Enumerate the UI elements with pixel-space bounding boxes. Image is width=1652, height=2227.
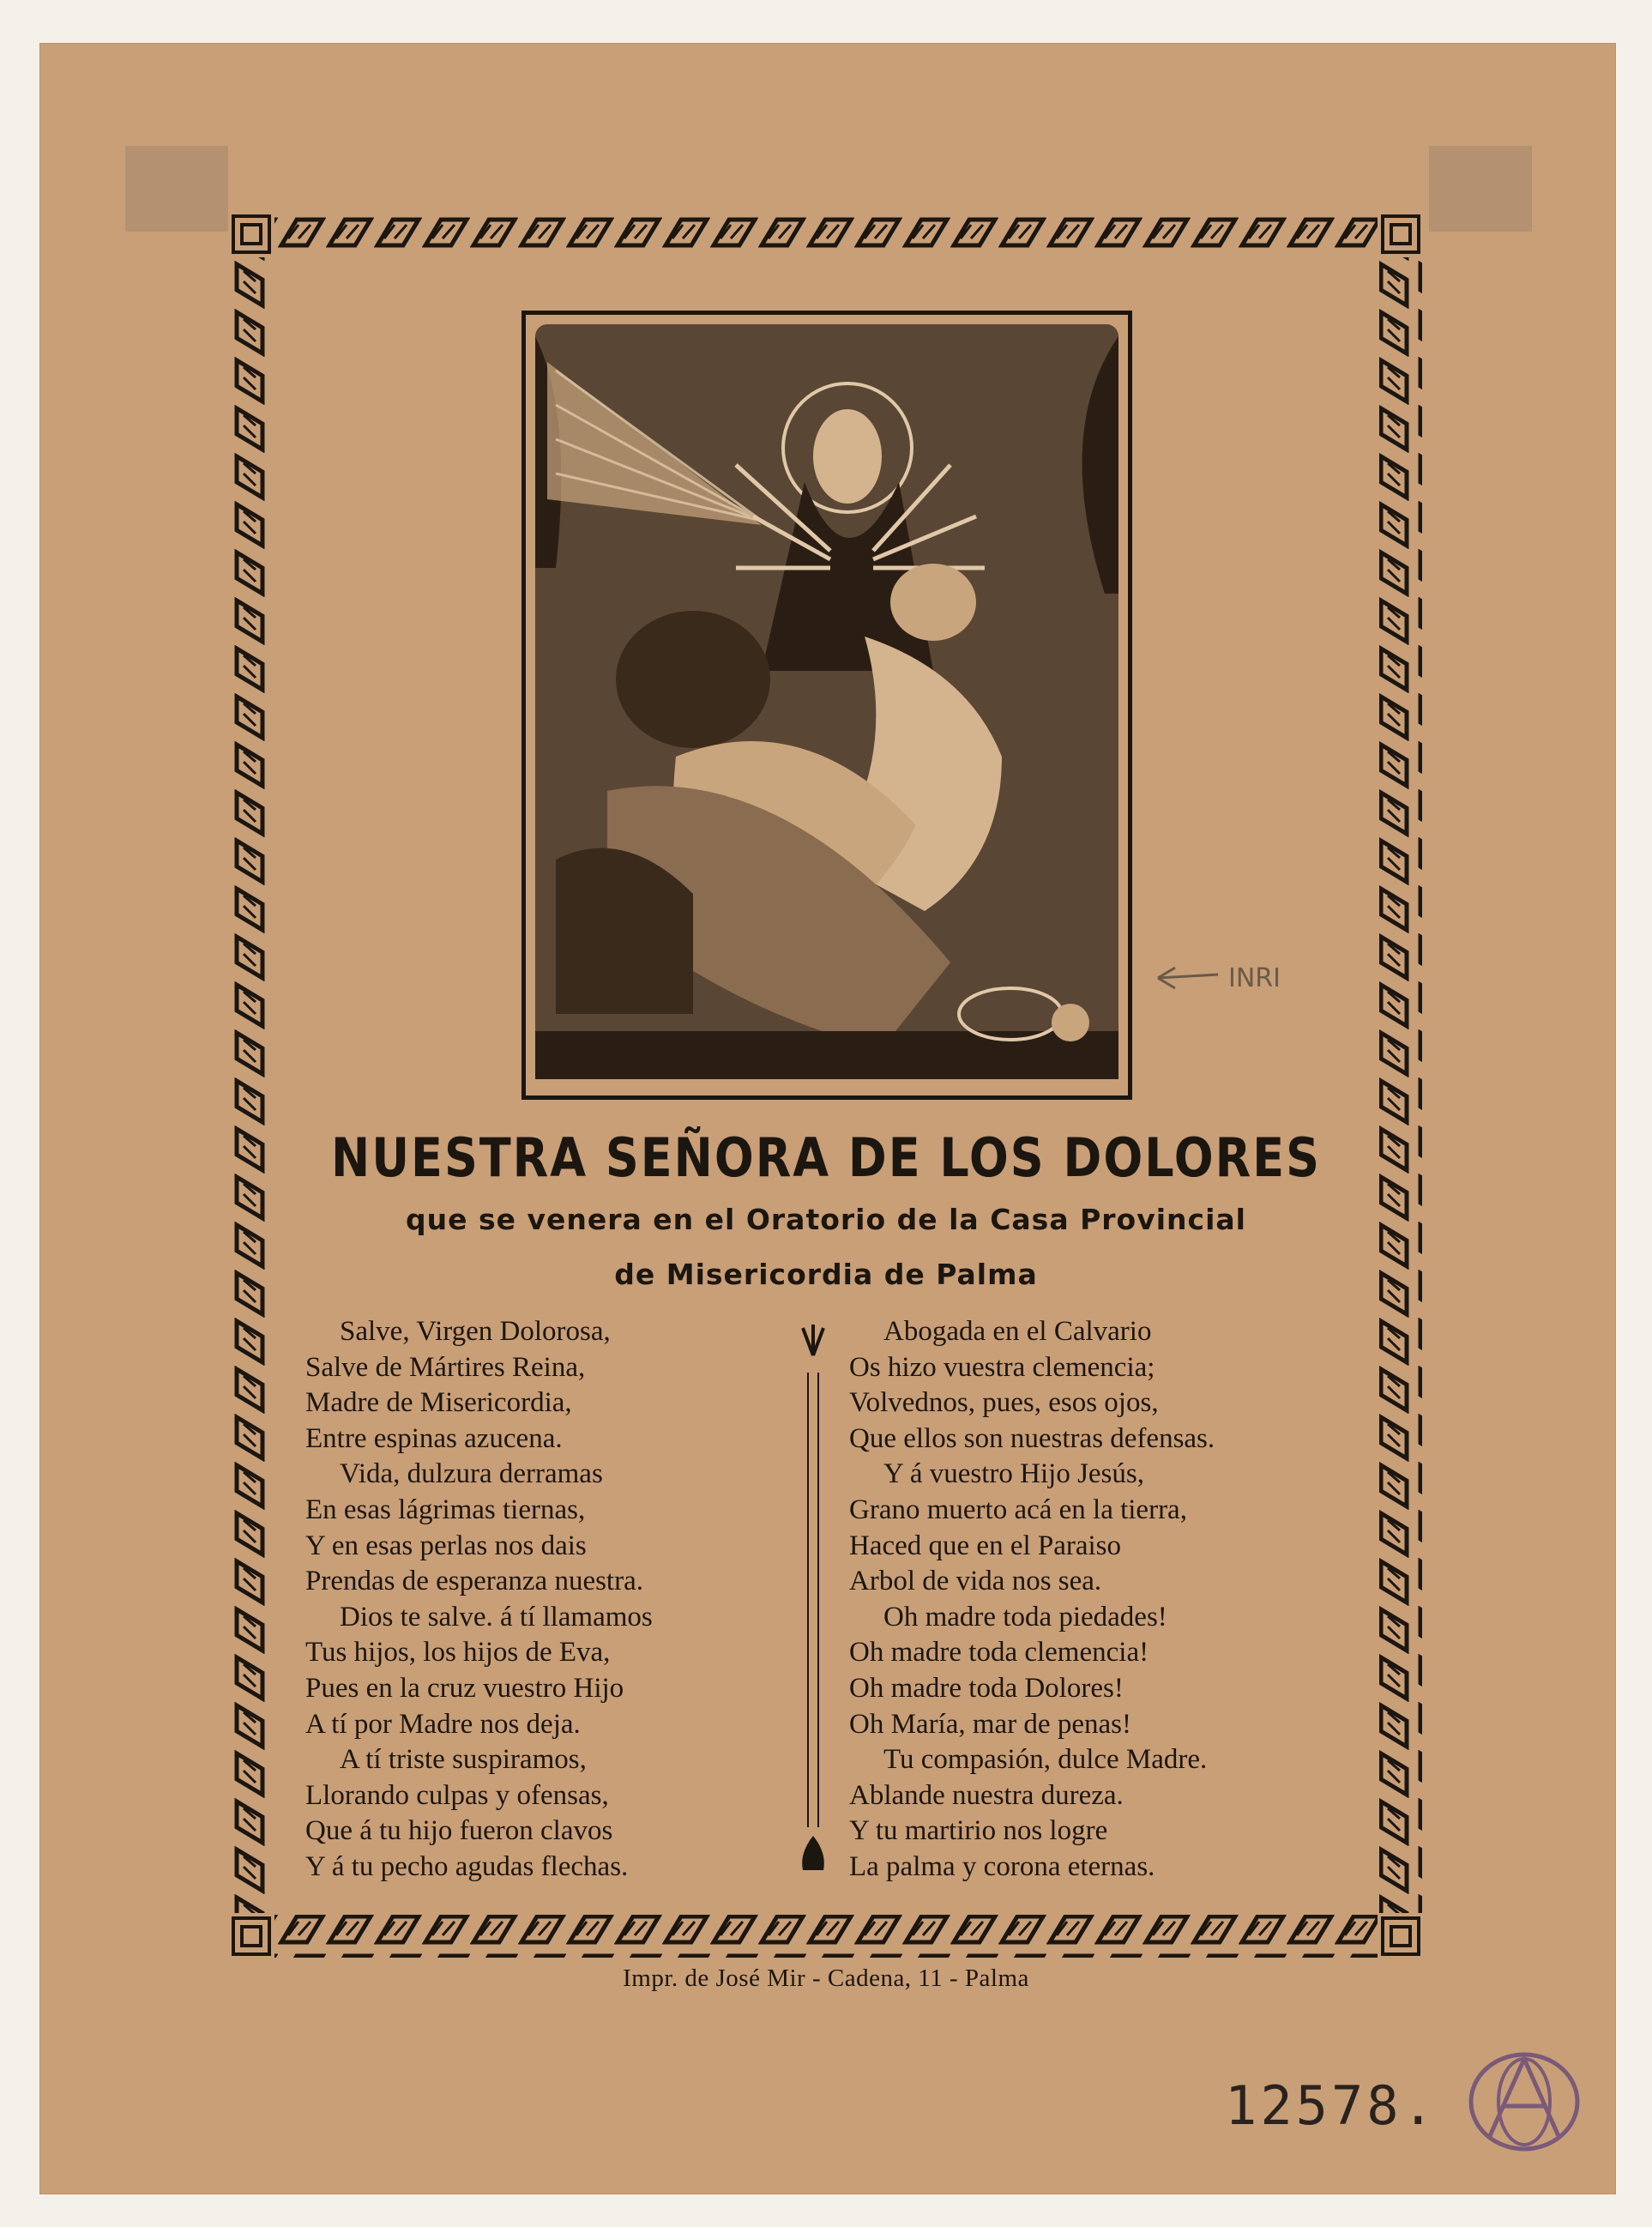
poem-line: Y á vuestro Hijo Jesús, [883,1458,1144,1490]
poem-line: Os hizo vuestra clemencia; [849,1351,1155,1383]
poem-line: Y á tu pecho agudas flechas. [305,1850,629,1882]
poem-right-column [849,1314,1364,1886]
poem-line: Pues en la cruz vuestro Hijo [305,1672,624,1704]
palm-divider-icon [796,1321,830,1870]
poem-line: Oh madre toda Dolores! [849,1672,1124,1704]
poem-line: Madre de Misericordia, [305,1387,572,1419]
poem-line: A tí por Madre nos deja. [305,1708,581,1740]
subtitle-line-2: de Misericordia de Palma [614,1258,1038,1291]
woodcut-pieta-image [522,311,1132,1100]
poem-line: Dios te salve. á tí llamamos [340,1601,653,1633]
library-monogram-stamp [1460,2042,1589,2162]
poem-line: Y en esas perlas nos dais [305,1530,587,1561]
printer-imprint: Impr. de José Mir - Cadena, 11 - Palma [623,1964,1029,1992]
poem-line: Tus hijos, los hijos de Eva, [305,1637,611,1669]
poem-line: Oh María, mar de penas! [849,1708,1131,1740]
poem-line: Salve, Virgen Dolorosa, [340,1316,611,1347]
poem-line: La palma y corona eternas. [849,1850,1155,1882]
poem-line: Entre espinas azucena. [305,1422,563,1454]
poem-line: Salve de Mártires Reina, [305,1351,586,1383]
handwritten-arrow-note [1149,952,1338,1004]
page-title: NUESTRA SEÑORA DE LOS DOLORES [331,1126,1321,1189]
poem-line: Prendas de esperanza nuestra. [305,1566,643,1597]
poem-line: Que á tu hijo fueron clavos [305,1815,613,1847]
poem-line: Arbol de vida nos sea. [849,1566,1102,1597]
poem-line: A tí triste suspiramos, [340,1744,587,1776]
poem-line: Oh madre toda clemencia! [849,1637,1149,1669]
poem-line: Y tu martirio nos logre [849,1815,1108,1847]
poem-line: Ablande nuestra dureza. [849,1779,1124,1811]
tape-mark-right [1429,146,1532,232]
subtitle-line-1: que se venera en el Oratorio de la Casa Provincial [406,1203,1246,1236]
poem-line: En esas lágrimas tiernas, [305,1494,586,1525]
poem-line: Grano muerto acá en la tierra, [849,1494,1187,1525]
poem-line: Abogada en el Calvario [883,1316,1152,1347]
poem-line: Oh madre toda piedades! [883,1601,1167,1633]
svg-text:INRI: INRI [1228,963,1281,993]
poem-line: Vida, dulzura derramas [340,1458,603,1490]
poem-line: Tu compasión, dulce Madre. [883,1744,1208,1776]
poem-line: Volvednos, pues, esos ojos, [849,1387,1159,1419]
tape-mark-left [125,146,228,232]
poem-left-column [305,1314,786,1886]
poem-line: Haced que en el Paraiso [849,1530,1122,1561]
poem-line: Que ellos son nuestras defensas. [849,1422,1215,1454]
poem-line: Llorando culpas y ofensas, [305,1779,609,1811]
catalog-number: 12578. [1225,2074,1438,2137]
